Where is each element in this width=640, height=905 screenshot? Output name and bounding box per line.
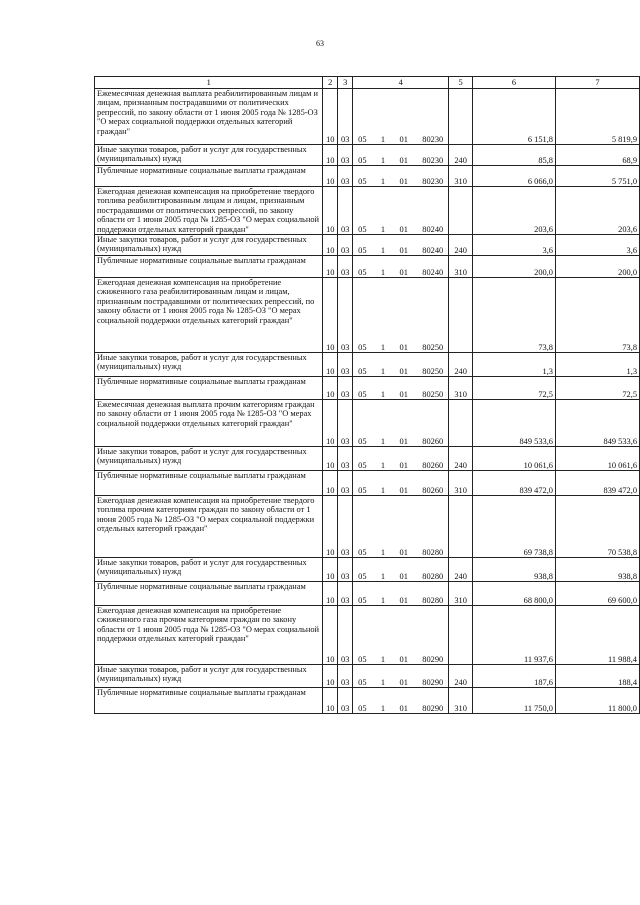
- subsection-code: 03: [338, 89, 353, 145]
- expense-type-code: 240: [449, 235, 473, 256]
- code-part-direction: 80290: [422, 677, 444, 687]
- table-row: [95, 688, 640, 714]
- code-part-subprogram: 1: [380, 460, 386, 470]
- code-part-program: 05: [358, 485, 367, 495]
- row-description: Публичные нормативные социальные выплаты гражданам: [95, 166, 323, 187]
- amount-year-2: 5 819,9: [555, 89, 639, 145]
- code-part-program: 05: [358, 547, 367, 557]
- table-row: [95, 377, 640, 400]
- column-header-2: 2: [323, 77, 338, 89]
- target-item-code: [353, 145, 449, 166]
- code-part-direction: 80240: [422, 267, 444, 277]
- row-description: Публичные нормативные социальные выплаты гражданам: [95, 377, 323, 400]
- code-part-direction: 80250: [422, 366, 444, 376]
- amount-year-1: 203,6: [472, 187, 555, 235]
- expense-type-code: [449, 400, 473, 447]
- code-part-program: 05: [358, 436, 367, 446]
- code-part-subprogram: 1: [380, 436, 386, 446]
- code-part-direction: 80250: [422, 342, 444, 352]
- amount-year-1: 11 750,0: [472, 688, 555, 714]
- section-code: 10: [323, 166, 338, 187]
- code-part-subprogram: 1: [380, 342, 386, 352]
- section-code: 10: [323, 187, 338, 235]
- subsection-code: 03: [338, 496, 353, 558]
- code-part-subprogram: 1: [380, 245, 386, 255]
- code-part-event: 01: [399, 485, 408, 495]
- amount-year-1: 11 937,6: [472, 606, 555, 665]
- section-code: 10: [323, 471, 338, 496]
- amount-year-2: 839 472,0: [555, 471, 639, 496]
- table-row: [95, 665, 640, 688]
- amount-year-2: 849 533,6: [555, 400, 639, 447]
- amount-year-2: 11 800,0: [555, 688, 639, 714]
- amount-year-2: 11 988,4: [555, 606, 639, 665]
- code-part-event: 01: [399, 245, 408, 255]
- code-part-event: 01: [399, 571, 408, 581]
- amount-year-1: 69 738,8: [472, 496, 555, 558]
- expense-type-code: 240: [449, 353, 473, 377]
- row-description: Ежемесячная денежная выплата реабилитированным лицам и лицам, признанным пострадавшими от политических репрессий, по закону области от 1 июня 2005 года № 1285-ОЗ "О мерах социальной поддержки отдельных категорий граждан": [95, 89, 323, 145]
- target-item-code: [353, 558, 449, 582]
- row-description: Иные закупки товаров, работ и услуг для государственных (муниципальных) нужд: [95, 235, 323, 256]
- target-item-code: [353, 447, 449, 471]
- target-item-code: [353, 89, 449, 145]
- amount-year-2: 3,6: [555, 235, 639, 256]
- section-code: 10: [323, 353, 338, 377]
- amount-year-1: 85,8: [472, 145, 555, 166]
- table-row: [95, 558, 640, 582]
- amount-year-1: 73,8: [472, 278, 555, 353]
- column-header-3: 3: [338, 77, 353, 89]
- code-part-program: 05: [358, 389, 367, 399]
- expense-type-code: [449, 89, 473, 145]
- subsection-code: 03: [338, 471, 353, 496]
- table-row: [95, 582, 640, 606]
- page-number: 63: [316, 39, 324, 48]
- code-part-subprogram: 1: [380, 485, 386, 495]
- expense-type-code: 310: [449, 377, 473, 400]
- expense-type-code: 240: [449, 558, 473, 582]
- code-part-program: 05: [358, 595, 367, 605]
- section-code: 10: [323, 400, 338, 447]
- code-part-event: 01: [399, 267, 408, 277]
- section-code: 10: [323, 606, 338, 665]
- code-part-subprogram: 1: [380, 155, 386, 165]
- code-part-program: 05: [358, 366, 367, 376]
- code-part-direction: 80290: [422, 654, 444, 664]
- section-code: 10: [323, 582, 338, 606]
- table-row: [95, 145, 640, 166]
- amount-year-1: 849 533,6: [472, 400, 555, 447]
- subsection-code: 03: [338, 187, 353, 235]
- section-code: 10: [323, 278, 338, 353]
- target-item-code: [353, 606, 449, 665]
- section-code: 10: [323, 235, 338, 256]
- code-part-program: 05: [358, 245, 367, 255]
- column-header-7: 7: [555, 77, 639, 89]
- amount-year-1: 187,6: [472, 665, 555, 688]
- code-part-subprogram: 1: [380, 134, 386, 144]
- table-row: [95, 471, 640, 496]
- amount-year-1: 6 066,0: [472, 166, 555, 187]
- table-row: [95, 278, 640, 353]
- subsection-code: 03: [338, 582, 353, 606]
- subsection-code: 03: [338, 665, 353, 688]
- code-part-subprogram: 1: [380, 176, 386, 186]
- code-part-direction: 80280: [422, 547, 444, 557]
- amount-year-2: 200,0: [555, 256, 639, 278]
- target-item-code: [353, 496, 449, 558]
- row-description: Ежемесячная денежная выплата прочим категориям граждан по закону области от 1 июня 2005 года № 1285-ОЗ "О мерах социальной поддержки отдельных категорий граждан": [95, 400, 323, 447]
- section-code: 10: [323, 496, 338, 558]
- amount-year-2: 188,4: [555, 665, 639, 688]
- code-part-event: 01: [399, 176, 408, 186]
- code-part-direction: 80240: [422, 245, 444, 255]
- expense-type-code: [449, 496, 473, 558]
- amount-year-2: 10 061,6: [555, 447, 639, 471]
- row-description: Иные закупки товаров, работ и услуг для государственных (муниципальных) нужд: [95, 353, 323, 377]
- code-part-program: 05: [358, 176, 367, 186]
- code-part-program: 05: [358, 134, 367, 144]
- code-part-direction: 80250: [422, 389, 444, 399]
- code-part-subprogram: 1: [380, 703, 386, 713]
- row-description: Публичные нормативные социальные выплаты гражданам: [95, 256, 323, 278]
- code-part-event: 01: [399, 547, 408, 557]
- code-part-event: 01: [399, 224, 408, 234]
- code-part-subprogram: 1: [380, 366, 386, 376]
- section-code: 10: [323, 558, 338, 582]
- target-item-code: [353, 471, 449, 496]
- code-part-direction: 80290: [422, 703, 444, 713]
- code-part-subprogram: 1: [380, 654, 386, 664]
- subsection-code: 03: [338, 558, 353, 582]
- section-code: 10: [323, 89, 338, 145]
- code-part-direction: 80280: [422, 595, 444, 605]
- subsection-code: 03: [338, 256, 353, 278]
- amount-year-2: 70 538,8: [555, 496, 639, 558]
- code-part-subprogram: 1: [380, 547, 386, 557]
- table-row: [95, 606, 640, 665]
- expense-type-code: 240: [449, 665, 473, 688]
- target-item-code: [353, 166, 449, 187]
- table-row: [95, 353, 640, 377]
- expense-type-code: 310: [449, 256, 473, 278]
- code-part-event: 01: [399, 654, 408, 664]
- budget-table: [94, 76, 640, 714]
- amount-year-1: 1,3: [472, 353, 555, 377]
- section-code: 10: [323, 688, 338, 714]
- code-part-subprogram: 1: [380, 571, 386, 581]
- target-item-code: [353, 400, 449, 447]
- code-part-program: 05: [358, 460, 367, 470]
- target-item-code: [353, 256, 449, 278]
- code-part-subprogram: 1: [380, 224, 386, 234]
- subsection-code: 03: [338, 400, 353, 447]
- code-part-direction: 80280: [422, 571, 444, 581]
- subsection-code: 03: [338, 166, 353, 187]
- subsection-code: 03: [338, 688, 353, 714]
- code-part-event: 01: [399, 460, 408, 470]
- code-part-event: 01: [399, 155, 408, 165]
- row-description: Публичные нормативные социальные выплаты гражданам: [95, 582, 323, 606]
- code-part-event: 01: [399, 595, 408, 605]
- expense-type-code: [449, 187, 473, 235]
- subsection-code: 03: [338, 145, 353, 166]
- section-code: 10: [323, 447, 338, 471]
- code-part-direction: 80230: [422, 134, 444, 144]
- column-header-4: 4: [353, 77, 449, 89]
- table-row: [95, 496, 640, 558]
- amount-year-2: 938,8: [555, 558, 639, 582]
- table-row: [95, 166, 640, 187]
- code-part-program: 05: [358, 677, 367, 687]
- code-part-subprogram: 1: [380, 389, 386, 399]
- row-description: Иные закупки товаров, работ и услуг для государственных (муниципальных) нужд: [95, 447, 323, 471]
- expense-type-code: 310: [449, 471, 473, 496]
- code-part-direction: 80260: [422, 485, 444, 495]
- section-code: 10: [323, 145, 338, 166]
- column-header-5: 5: [449, 77, 473, 89]
- amount-year-2: 73,8: [555, 278, 639, 353]
- code-part-event: 01: [399, 436, 408, 446]
- amount-year-2: 1,3: [555, 353, 639, 377]
- expense-type-code: 240: [449, 145, 473, 166]
- target-item-code: [353, 353, 449, 377]
- code-part-program: 05: [358, 342, 367, 352]
- section-code: 10: [323, 665, 338, 688]
- amount-year-1: 6 151,8: [472, 89, 555, 145]
- row-description: Ежегодная денежная компенсация на приобретение сжиженного газа прочим категориям граждан по закону области от 1 июня 2005 года № 1285-ОЗ "О мерах социальной поддержки отдельных категорий граждан": [95, 606, 323, 665]
- amount-year-1: 72,5: [472, 377, 555, 400]
- subsection-code: 03: [338, 447, 353, 471]
- table-row: [95, 89, 640, 145]
- target-item-code: [353, 377, 449, 400]
- section-code: 10: [323, 256, 338, 278]
- row-description: Ежегодная денежная компенсация на приобретение твердого топлива реабилитированным лицам и лицам, признанным пострадавшими от политических репрессий, по закону области от 1 июня 2005 года № 1285-ОЗ "О мерах социальной поддержки отдельных категорий граждан": [95, 187, 323, 235]
- target-item-code: [353, 278, 449, 353]
- code-part-program: 05: [358, 155, 367, 165]
- code-part-program: 05: [358, 224, 367, 234]
- expense-type-code: 240: [449, 447, 473, 471]
- table-row: [95, 447, 640, 471]
- subsection-code: 03: [338, 235, 353, 256]
- amount-year-2: 5 751,0: [555, 166, 639, 187]
- code-part-program: 05: [358, 654, 367, 664]
- section-code: 10: [323, 377, 338, 400]
- expense-type-code: 310: [449, 166, 473, 187]
- table-row: [95, 187, 640, 235]
- code-part-subprogram: 1: [380, 677, 386, 687]
- amount-year-2: 68,9: [555, 145, 639, 166]
- table-row: [95, 256, 640, 278]
- code-part-direction: 80230: [422, 155, 444, 165]
- amount-year-1: 3,6: [472, 235, 555, 256]
- row-description: Иные закупки товаров, работ и услуг для государственных (муниципальных) нужд: [95, 558, 323, 582]
- table-row: [95, 400, 640, 447]
- code-part-direction: 80230: [422, 176, 444, 186]
- code-part-program: 05: [358, 267, 367, 277]
- amount-year-1: 10 061,6: [472, 447, 555, 471]
- amount-year-1: 839 472,0: [472, 471, 555, 496]
- amount-year-2: 69 600,0: [555, 582, 639, 606]
- row-description: Ежегодная денежная компенсация на приобретение сжиженного газа реабилитированным лицам и лицам, признанным пострадавшими от политических репрессий, по закону области от 1 июня 2005 года № 1285-ОЗ "О мерах социальной поддержки отдельных категорий граждан": [95, 278, 323, 353]
- amount-year-2: 72,5: [555, 377, 639, 400]
- code-part-event: 01: [399, 389, 408, 399]
- target-item-code: [353, 665, 449, 688]
- code-part-event: 01: [399, 703, 408, 713]
- row-description: Иные закупки товаров, работ и услуг для государственных (муниципальных) нужд: [95, 665, 323, 688]
- amount-year-1: 200,0: [472, 256, 555, 278]
- expense-type-code: 310: [449, 582, 473, 606]
- target-item-code: [353, 235, 449, 256]
- column-header-6: 6: [472, 77, 555, 89]
- column-header-1: 1: [95, 77, 323, 89]
- subsection-code: 03: [338, 606, 353, 665]
- target-item-code: [353, 187, 449, 235]
- target-item-code: [353, 582, 449, 606]
- amount-year-1: 68 800,0: [472, 582, 555, 606]
- row-description: Публичные нормативные социальные выплаты гражданам: [95, 688, 323, 714]
- subsection-code: 03: [338, 278, 353, 353]
- expense-type-code: [449, 606, 473, 665]
- code-part-direction: 80260: [422, 460, 444, 470]
- code-part-direction: 80240: [422, 224, 444, 234]
- expense-type-code: [449, 278, 473, 353]
- table-row: [95, 235, 640, 256]
- expense-type-code: 310: [449, 688, 473, 714]
- column-number-row: [95, 77, 640, 89]
- code-part-subprogram: 1: [380, 595, 386, 605]
- code-part-event: 01: [399, 677, 408, 687]
- code-part-subprogram: 1: [380, 267, 386, 277]
- code-part-event: 01: [399, 366, 408, 376]
- code-part-event: 01: [399, 342, 408, 352]
- subsection-code: 03: [338, 377, 353, 400]
- amount-year-2: 203,6: [555, 187, 639, 235]
- row-description: Ежегодная денежная компенсация на приобретение твердого топлива прочим категориям граждан по закону области от 1 июня 2005 года № 1285-ОЗ "О мерах социальной поддержки отдельных категорий граждан": [95, 496, 323, 558]
- code-part-program: 05: [358, 703, 367, 713]
- row-description: Иные закупки товаров, работ и услуг для государственных (муниципальных) нужд: [95, 145, 323, 166]
- target-item-code: [353, 688, 449, 714]
- subsection-code: 03: [338, 353, 353, 377]
- code-part-event: 01: [399, 134, 408, 144]
- code-part-program: 05: [358, 571, 367, 581]
- amount-year-1: 938,8: [472, 558, 555, 582]
- row-description: Публичные нормативные социальные выплаты гражданам: [95, 471, 323, 496]
- code-part-direction: 80260: [422, 436, 444, 446]
